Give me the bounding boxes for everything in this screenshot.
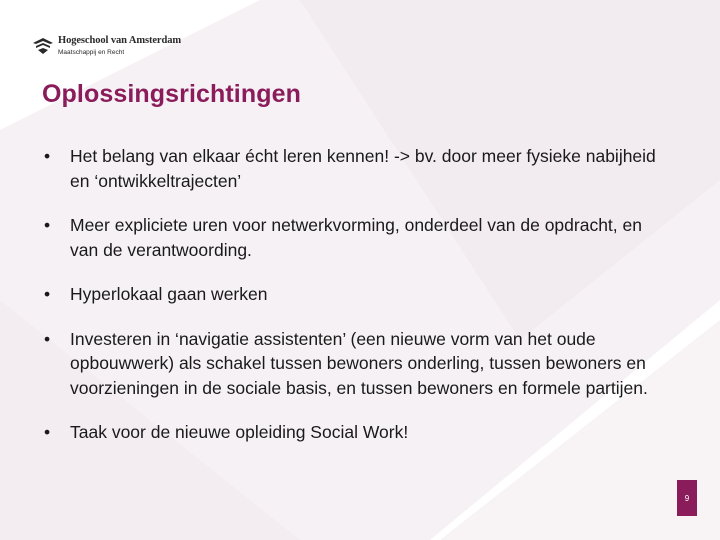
bullet-dot: •: [44, 146, 51, 166]
bullet-item: [44, 213, 674, 262]
bullet-item: [44, 144, 674, 193]
logo-name: Hogeschool van Amsterdam: [58, 35, 182, 46]
bullet-item: [44, 327, 674, 401]
bullet-list: [44, 144, 674, 465]
bullet-dot: •: [44, 284, 51, 304]
bullet-text: Het belang van elkaar écht leren kennen! -> bv. door meer fysieke nabijheid en ‘ontwikkeltrajecten’: [70, 146, 656, 191]
bullet-dot: •: [44, 328, 51, 349]
bullet-item: [44, 420, 674, 445]
bullet-text: Hyperlokaal gaan werken: [70, 284, 268, 304]
bullet-item: [44, 282, 674, 307]
bullet-text: Meer expliciete uren voor netwerkvorming, onderdeel van de opdracht, en van de verantwoording.: [70, 215, 642, 260]
slide-title: Oplossingsrichtingen: [42, 80, 301, 108]
bullet-dot: •: [44, 215, 51, 235]
bullet-dot: •: [44, 422, 51, 442]
logo: [32, 36, 181, 56]
bullet-text: Taak voor de nieuwe opleiding Social Work!: [70, 422, 409, 442]
page-number: 9: [677, 480, 697, 516]
bullet-text: Investeren in ‘navigatie assistenten’ (een nieuwe vorm van het oude opbouwwerk) als schakel tussen bewoners onderling, tussen bewoners en voorzieningen in de sociale basis, en tussen bewoners en formele partijen.: [70, 328, 648, 398]
hva-logo-icon: [32, 36, 54, 56]
logo-subtitle: Maatschappij en Recht: [58, 48, 125, 56]
